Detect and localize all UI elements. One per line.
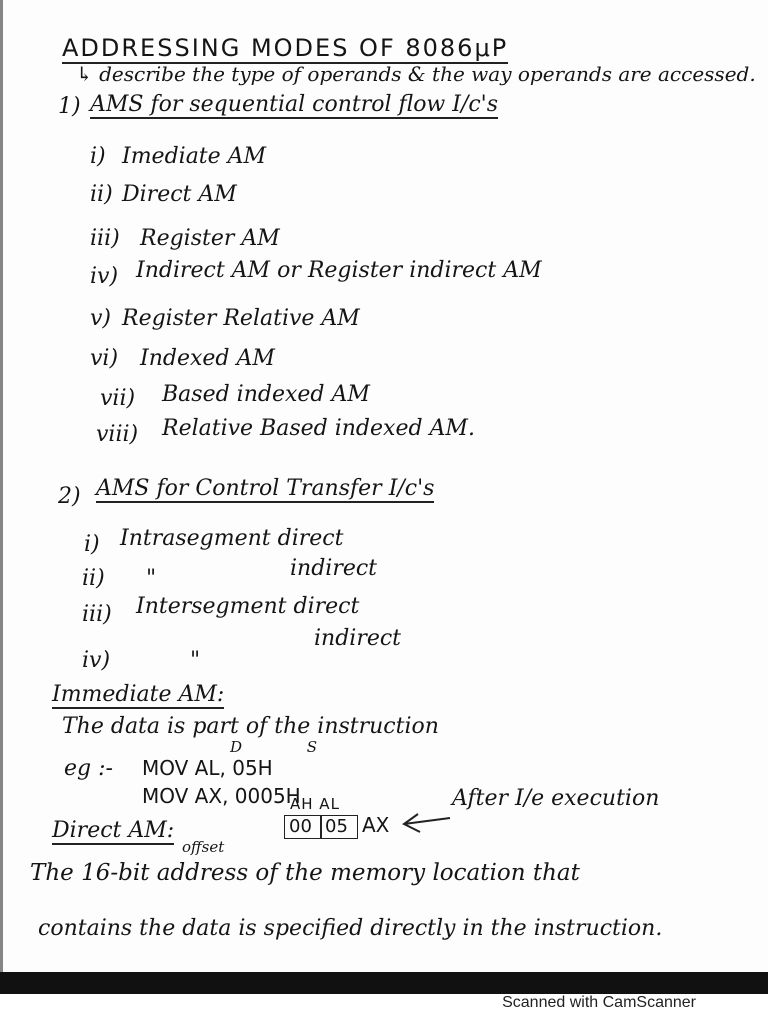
section2-number: 2) [58,484,81,509]
list-item-num: iii) [82,602,112,627]
register-name: AX [362,813,390,837]
section1-number: 1) [58,94,81,119]
register-high-value: 00 [289,816,312,837]
example-1: MOV AL, 05H [142,756,273,780]
list-item-num: i) [84,532,100,557]
camscanner-watermark: Scanned with CamScanner [502,994,696,1011]
list-item-num: vii) [100,386,136,411]
direct-definition-line1: The 16-bit address of the memory location that [30,860,580,886]
list-item-num: iv) [82,648,111,673]
list-item: Direct AM [122,182,237,207]
register-half-labels: AH AL [290,795,340,813]
list-item-num: iii) [90,226,120,251]
list-item: Imediate AM [122,144,267,169]
list-item: Intersegment direct [136,594,360,619]
list-item: Register Relative AM [122,306,360,331]
list-item-num: viii) [96,422,139,447]
after-execution-note: After I/e execution [452,786,660,811]
list-item-num: i) [90,144,106,169]
list-item-num: v) [90,306,112,331]
section1-heading: AMS for sequential control flow I/c's [90,92,499,117]
list-item: Indexed AM [140,346,275,371]
list-item-num: vi) [90,346,119,371]
list-item: Indirect AM or Register indirect AM [136,258,542,283]
direct-definition-line2: contains the data is specified directly in the instruction. [38,916,663,941]
direct-heading: Direct AM: [52,818,175,843]
list-item: Based indexed AM [162,382,370,407]
subtitle-line: ↳ describe the type of operands & the way operands are accessed. [76,62,756,86]
immediate-definition: The data is part of the instruction [62,714,439,739]
ditto-mark: " [146,566,157,591]
list-item-num: iv) [90,264,119,289]
example-label: eg :- [64,756,113,781]
list-item: Relative Based indexed AM. [162,416,475,441]
immediate-def-sub: D S [230,738,348,756]
page-title: ADDRESSING MODES OF 8086μP [62,34,509,62]
list-item-num: ii) [90,182,113,207]
list-item: indirect [314,626,402,651]
list-item: indirect [290,556,378,581]
ditto-mark: " [190,648,201,673]
register-low-value: 05 [325,816,348,837]
offset-note: offset [182,838,225,856]
example-2: MOV AX, 0005H [142,784,301,808]
list-item: Intrasegment direct [120,526,344,551]
list-item-num: ii) [82,566,105,591]
immediate-heading: Immediate AM: [52,682,225,707]
section2-heading: AMS for Control Transfer I/c's [96,476,435,501]
list-item: Register AM [140,226,280,251]
